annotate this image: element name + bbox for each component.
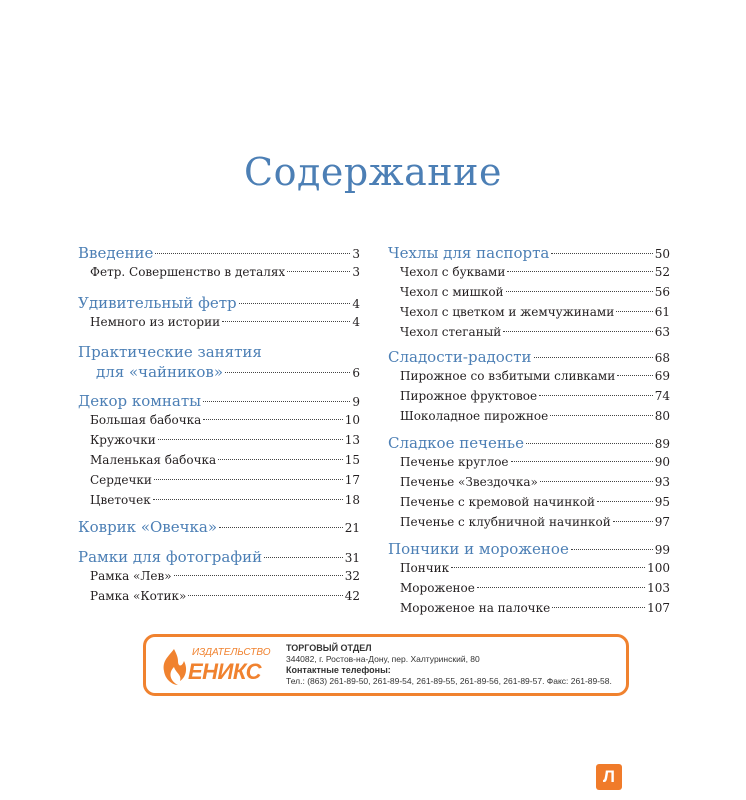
toc-item[interactable]: Сердечки 17 <box>90 473 360 487</box>
toc-section[interactable]: Введение 3 <box>78 244 360 262</box>
toc-item[interactable]: Шоколадное пирожное 80 <box>400 409 670 423</box>
toc-section[interactable]: Коврик «Овечка» 21 <box>78 518 360 536</box>
publisher-info <box>286 643 612 687</box>
toc-section[interactable]: Практические занятия для «чайников» 6 <box>78 343 360 381</box>
toc-item[interactable]: Печенье «Звездочка» 93 <box>400 475 670 489</box>
toc-item[interactable]: Пончик 100 <box>400 561 670 575</box>
toc-item[interactable]: Рамка «Лев» 32 <box>90 569 360 583</box>
toc-item[interactable]: Печенье с клубничной начинкой 97 <box>400 515 670 529</box>
toc-section[interactable]: Рамки для фотографий 31 <box>78 548 360 566</box>
sales-heading: ТОРГОВЫЙ ОТДЕЛ <box>286 643 372 653</box>
toc-item[interactable]: Фетр. Совершенство в деталях 3 <box>90 265 360 279</box>
address: 344082, г. Ростов-на-Дону, пер. Халтуринский, 80 <box>286 654 480 664</box>
toc-item[interactable]: Мороженое 103 <box>400 581 670 595</box>
toc-section[interactable]: Сладости-радости 68 <box>388 348 670 366</box>
toc-section[interactable]: Чехлы для паспорта 50 <box>388 244 670 262</box>
toc-item[interactable]: Пирожное со взбитыми сливками 69 <box>400 369 670 383</box>
toc-item[interactable]: Маленькая бабочка 15 <box>90 453 360 467</box>
toc-section[interactable]: Декор комнаты 9 <box>78 392 360 410</box>
publisher-logo: ИЗДАТЕЛЬСТВО ЕНИКС <box>158 645 270 689</box>
watermark-logo: Л <box>596 764 622 790</box>
toc-item[interactable]: Печенье с кремовой начинкой 95 <box>400 495 670 509</box>
contacts-label: Контактные телефоны: <box>286 665 391 675</box>
toc-section[interactable]: Удивительный фетр 4 <box>78 294 360 312</box>
flame-icon <box>158 647 190 687</box>
toc-item[interactable]: Большая бабочка 10 <box>90 413 360 427</box>
toc-section[interactable]: Сладкое печенье 89 <box>388 434 670 452</box>
toc-item[interactable]: Чехол с цветком и жемчужинами 61 <box>400 305 670 319</box>
toc-item[interactable]: Немного из истории 4 <box>90 315 360 329</box>
phones: Тел.: (863) 261-89-50, 261-89-54, 261-89-55, 261-89-56, 261-89-57. Факс: 261-89-58. <box>286 676 612 686</box>
toc-item[interactable]: Рамка «Котик» 42 <box>90 589 360 603</box>
toc-item[interactable]: Чехол с буквами 52 <box>400 265 670 279</box>
toc-item[interactable]: Кружочки 13 <box>90 433 360 447</box>
publisher-banner <box>143 634 629 696</box>
toc-section[interactable]: Пончики и мороженое 99 <box>388 540 670 558</box>
page-title: Содержание <box>244 150 502 194</box>
toc-item[interactable]: Чехол с мишкой 56 <box>400 285 670 299</box>
toc-item[interactable]: Мороженое на палочке 107 <box>400 601 670 615</box>
toc-item[interactable]: Цветочек 18 <box>90 493 360 507</box>
toc-item[interactable]: Печенье круглое 90 <box>400 455 670 469</box>
toc-item[interactable]: Пирожное фруктовое 74 <box>400 389 670 403</box>
toc-item[interactable]: Чехол стеганый 63 <box>400 325 670 339</box>
